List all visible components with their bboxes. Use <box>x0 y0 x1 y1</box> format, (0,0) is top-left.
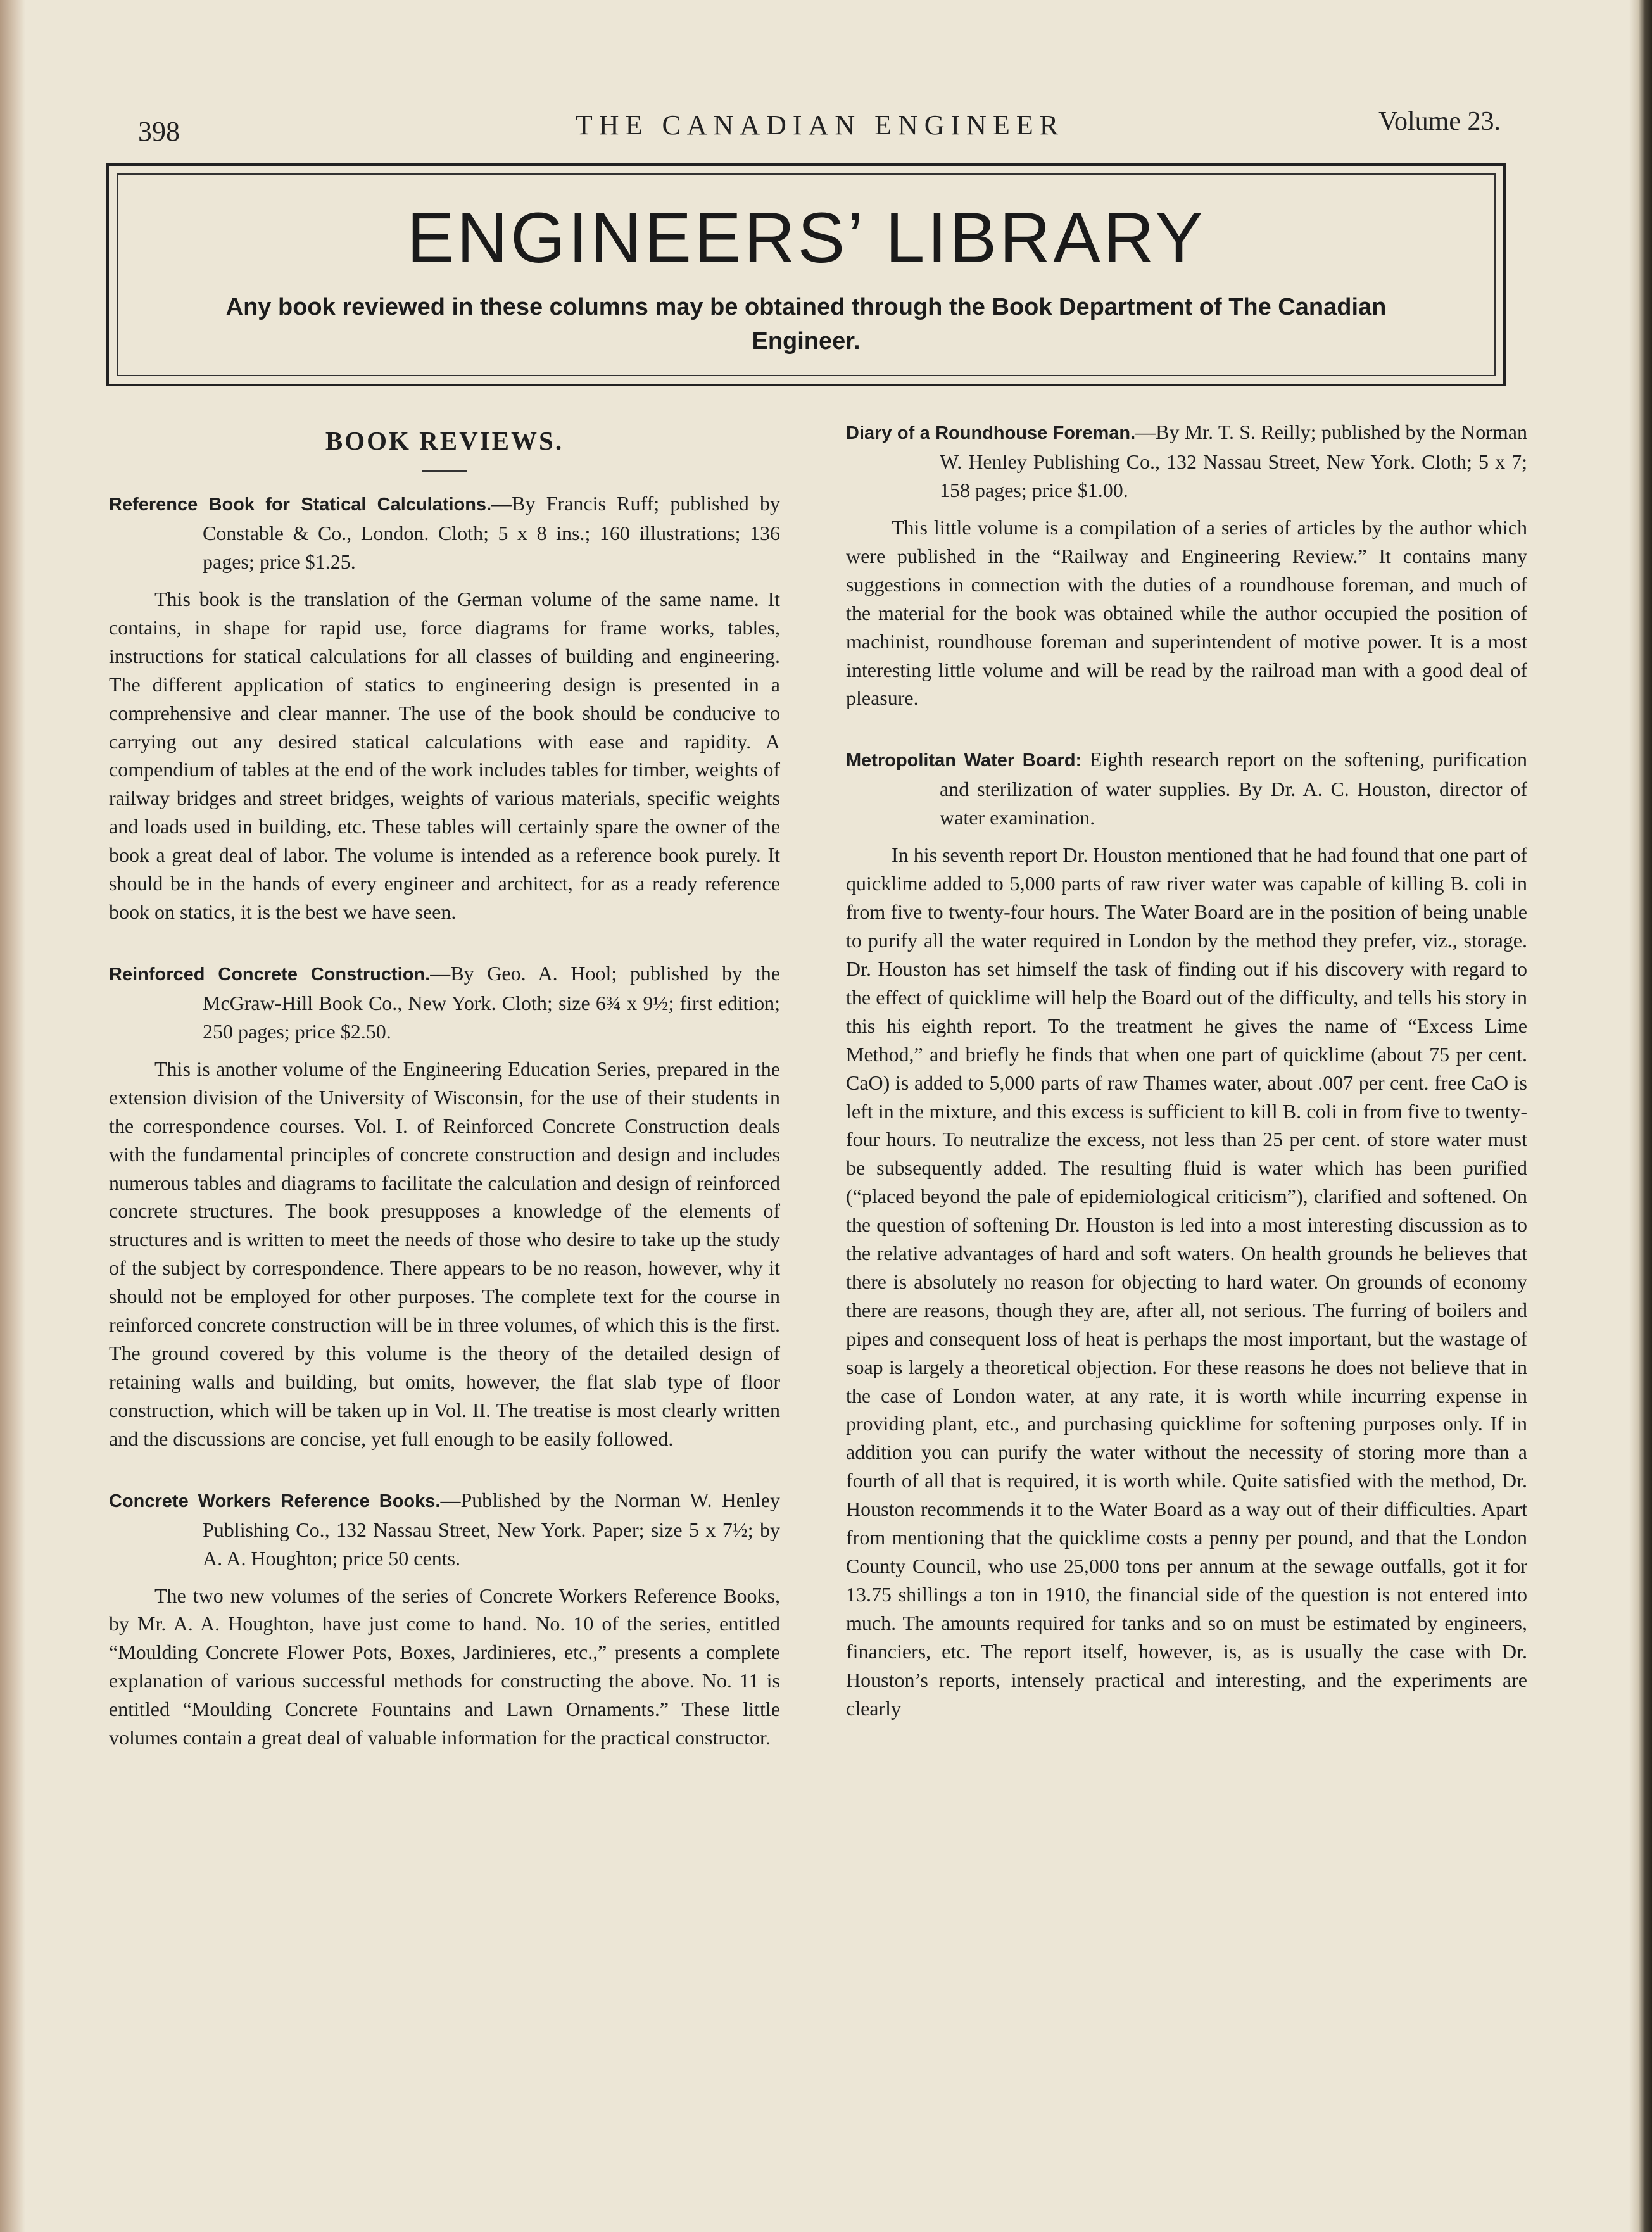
review-heading <box>846 418 1527 505</box>
volume-number: Volume 23. <box>1378 107 1501 136</box>
page-binding-edge <box>0 0 25 2232</box>
right-column <box>846 418 1527 1755</box>
review-title: Reinforced Concrete Construction. <box>109 964 431 985</box>
review-body: In his seventh report Dr. Houston mentioned that he had found that one part of quicklime added to 5,000 parts of raw river water was capable of killing B. coli in from five to twenty-four hours. The Water Board are in the position of being unable to purify all the water required in London by the method they prefer, viz., storage. Dr. Houston has set himself the task of finding out if his discovery with regard to the effect of quicklime will help the Board out of the difficulty, and tells his story in this his eighth report. To the treatment he gives the name of “Excess Lime Method,” and briefly he finds that when one part of quicklime (about 75 per cent. CaO) is added to 5,000 parts of raw Thames water, about .007 per cent. free CaO is left in the mixture, and this excess is sufficient to kill B. coli in from five to twenty-four hours. To neutralize the excess, not less than 25 per cent. of store water must be subsequently added. The resulting fluid is water which has been purified (“placed beyond the pale of epidemiological criticism”), clarified and softened. On the question of softening Dr. Houston is led into a most interesting discussion as to the relative advantages of hard and soft waters. On health grounds he believes that there is absolutely no reason for objecting to hard water. On grounds of economy there are reasons, though they are, after all, not serious. The furring of boilers and pipes and consequent loss of heat is perhaps the most important, but the wastage of soap is largely a theoretical objection. For these reasons he does not believe that in the case of London water, at any rate, it is worth while incurring expense in providing plant, etc., and purchasing quicklime for softening purposes only. If in addition you can purify the water without the necessity of storing more than a fourth of all that is required, it is worth while. Quite satisfied with the method, Dr. Houston recommends it to the Water Board as a way out of their difficulties. Apart from mentioning that the quicklime costs a penny per pound, and that the London County Council, who use 25,000 tons per annum at the sewage outfalls, got it for 13.75 shillings a ton in 1910, the financial side of the question is not entered into much. The amounts required for tanks and so on must be estimated by engineers, financiers, etc. The report itself, however, is, as is usually the case with Dr. Houston’s reports, intensely practical and interesting, and the experiments are clearly <box>846 843 1527 1720</box>
section-title: BOOK REVIEWS. <box>325 426 564 455</box>
review-heading <box>846 745 1527 832</box>
journal-title: THE CANADIAN ENGINEER <box>575 110 1065 141</box>
review-body: The two new volumes of the series of Concrete Workers Reference Books, by Mr. A. A. Houghton, have just come to hand. No. 10 of the series, entitled “Moulding Concrete Flower Pots, Boxes, Jardinieres, etc.,” presents a complete explanation of various successful methods for constructing the above. No. 11 is entitled “Moulding Concrete Fountains and Lawn Ornaments.” These little volumes contain a great deal of valuable information for the practical constructor. <box>109 1584 780 1750</box>
review-title: Metropolitan Water Board: <box>846 750 1082 771</box>
review-metropolitan-water-board <box>846 745 1527 1722</box>
banner-subtitle: Any book reviewed in these columns may be obtained through the Book Department of The Canadian Engineer. <box>225 294 1387 355</box>
page-right-edge <box>1629 0 1652 2232</box>
review-heading <box>109 1486 780 1573</box>
review-reference-book <box>109 489 780 926</box>
page-number: 398 <box>138 116 180 147</box>
review-title: Diary of a Roundhouse Foreman. <box>846 423 1136 443</box>
banner-title: ENGINEERS’ LIBRARY <box>407 198 1206 277</box>
review-details: —By Mr. T. S. Reilly; published by the Norman W. Henley Publishing Co., 132 Nassau Street, New York. Cloth; 5 x 7; 158 pages; price $1.00. <box>940 420 1527 501</box>
review-reinforced-concrete <box>109 959 780 1453</box>
review-details: —By Geo. A. Hool; published by the McGraw-Hill Book Co., New York. Cloth; size 6¾ x 9½; first edition; 250 pages; price $2.50. <box>203 961 781 1043</box>
review-details: —Published by the Norman W. Henley Publishing Co., 132 Nassau Street, New York. Paper; size 5 x 7½; by A. A. Houghton; price 50 cents. <box>203 1488 780 1570</box>
section-banner <box>106 163 1506 386</box>
review-concrete-workers <box>109 1486 780 1752</box>
title-rule <box>422 470 467 472</box>
review-title: Reference Book for Statical Calculations. <box>109 495 492 515</box>
review-body: This book is the translation of the German volume of the same name. It contains, in shape for rapid use, force diagrams for frame works, tables, instructions for statical calculations for all classes of building and engineering. The different application of statics to engineering design is presented in a comprehensive and clear manner. The use of the book should be conducive to carrying out any desired statical calculations with ease and rapidity. A compendium of tables at the end of the work includes tables for timber, weights of railway bridges and street bridges, weights of various materials, specific weights and loads used in building, etc. These tables will certainly spare the owner of the book a great deal of labor. The volume is intended as a reference book purely. It should be in the hands of every engineer and architect, for as a ready reference book on statics, it is the best we have seen. <box>109 588 780 923</box>
review-title: Concrete Workers Reference Books. <box>109 1491 441 1511</box>
review-body: This little volume is a compilation of a series of articles by the author which were published in the “Railway and Engineering Review.” It contains many suggestions in connection with the duties of a roundhouse foreman, and much of the material for the book was obtained while the author occupied the position of machinist, roundhouse foreman and superintendent of motive power. It is a most interesting little volume and will be read by the railroad man with a good deal of pleasure. <box>846 516 1527 710</box>
review-details: —By Francis Ruff; published by Constable & Co., London. Cloth; 5 x 8 ins.; 160 illustrations; 136 pages; price $1.25. <box>203 492 780 573</box>
review-roundhouse-diary <box>846 418 1527 712</box>
review-heading <box>109 489 780 576</box>
review-details: Eighth research report on the softening, purification and sterilization of water supplies. By Dr. A. C. Houston, director of water examination. <box>940 748 1527 829</box>
review-body: This is another volume of the Engineering Education Series, prepared in the extension division of the University of Wisconsin, for the use of their students in the correspondence courses. Vol. I. of Reinforced Concrete Construction deals with the fundamental principles of concrete construction and design and includes numerous tables and diagrams to facilitate the calculation and design of reinforced concrete structures. The book presupposes a knowledge of the elements of structures and is written to meet the needs of those who desire to take up the study of the subject by correspondence. There appears to be no reason, however, why it should not be employed for other purposes. The complete text for the course in reinforced concrete construction will be in three volumes, of which this is the first. The ground covered by this volume is the theory of the detailed design of retaining walls and building, but omits, however, the flat slab type of floor construction, which will be taken up in Vol. II. The treatise is most clearly written and the discussions are concise, yet full enough to be easily followed. <box>109 1057 780 1450</box>
review-heading <box>109 959 780 1046</box>
left-column <box>109 418 780 1785</box>
running-header <box>133 109 1507 147</box>
